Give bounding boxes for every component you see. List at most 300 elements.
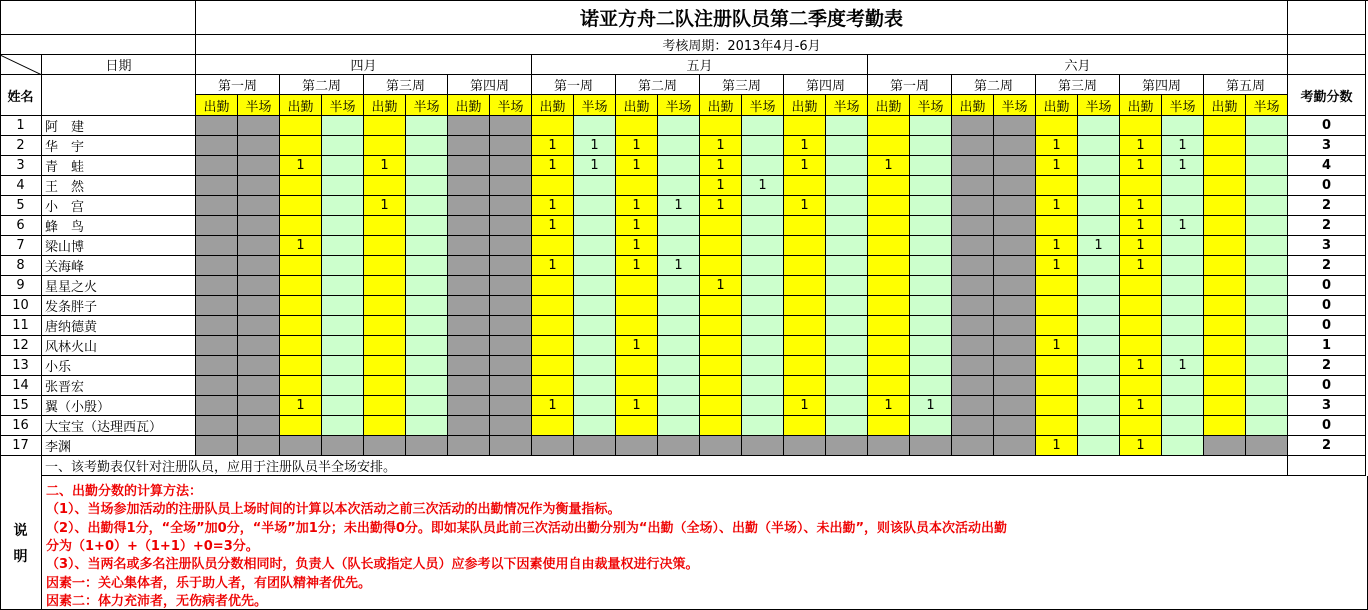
attendance-cell bbox=[490, 316, 532, 336]
attendance-cell bbox=[406, 356, 448, 376]
attendance-cell bbox=[1078, 296, 1120, 316]
row-number: 8 bbox=[0, 256, 42, 276]
attendance-cell bbox=[700, 356, 742, 376]
attendance-cell bbox=[952, 336, 994, 356]
attendance-cell bbox=[1246, 116, 1288, 136]
player-name: 大宝宝（达理西瓦） bbox=[42, 416, 196, 436]
attendance-cell bbox=[1246, 136, 1288, 156]
attendance-cell: 1 bbox=[784, 156, 826, 176]
score-cell: 0 bbox=[1288, 376, 1366, 396]
attendance-cell bbox=[742, 396, 784, 416]
attendance-cell bbox=[658, 296, 700, 316]
attendance-cell bbox=[1078, 396, 1120, 416]
attendance-cell: 1 bbox=[280, 236, 322, 256]
attendance-cell bbox=[952, 436, 994, 456]
player-name: 李渊 bbox=[42, 436, 196, 456]
attendance-cell bbox=[1036, 356, 1078, 376]
notes-right-blank bbox=[1288, 456, 1366, 476]
attendance-cell: 1 bbox=[1036, 136, 1078, 156]
attendance-cell bbox=[532, 416, 574, 436]
player-name: 华 宇 bbox=[42, 136, 196, 156]
player-name: 阿 建 bbox=[42, 116, 196, 136]
attendance-cell bbox=[1204, 296, 1246, 316]
attendance-cell bbox=[826, 256, 868, 276]
attendance-cell bbox=[826, 116, 868, 136]
attendance-cell bbox=[952, 396, 994, 416]
attendance-cell bbox=[322, 356, 364, 376]
attendance-cell bbox=[616, 356, 658, 376]
attendance-cell bbox=[658, 116, 700, 136]
attendance-cell bbox=[280, 136, 322, 156]
attendance-cell bbox=[448, 396, 490, 416]
attendance-cell bbox=[1204, 116, 1246, 136]
attendance-cell bbox=[364, 116, 406, 136]
attendance-cell bbox=[406, 216, 448, 236]
attendance-cell: 1 bbox=[532, 396, 574, 416]
attendance-cell bbox=[616, 436, 658, 456]
attendance-cell bbox=[532, 356, 574, 376]
title-left-blank bbox=[0, 0, 196, 35]
attendance-cell bbox=[826, 156, 868, 176]
period-right-blank bbox=[1288, 35, 1366, 55]
attendance-cell bbox=[196, 176, 238, 196]
attendance-cell bbox=[1036, 296, 1078, 316]
attendance-cell bbox=[742, 436, 784, 456]
attendance-cell bbox=[1078, 376, 1120, 396]
attendance-cell bbox=[238, 176, 280, 196]
row-number: 6 bbox=[0, 216, 42, 236]
attendance-cell: 1 bbox=[616, 156, 658, 176]
row-number: 5 bbox=[0, 196, 42, 216]
attendance-cell bbox=[1036, 116, 1078, 136]
attendance-cell bbox=[280, 216, 322, 236]
attendance-cell bbox=[826, 196, 868, 216]
attendance-cell bbox=[700, 316, 742, 336]
attendance-cell bbox=[1078, 356, 1120, 376]
assessment-period: 考核周期：2013年4月-6月 bbox=[196, 35, 1288, 55]
attendance-cell bbox=[826, 316, 868, 336]
attendance-cell bbox=[1078, 196, 1120, 216]
attendance-cell: 1 bbox=[658, 196, 700, 216]
name-header: 姓名 bbox=[0, 75, 42, 116]
attendance-cell bbox=[406, 296, 448, 316]
attendance-cell bbox=[826, 336, 868, 356]
attendance-cell bbox=[1246, 276, 1288, 296]
attendance-cell bbox=[868, 356, 910, 376]
attendance-cell bbox=[742, 216, 784, 236]
attendance-cell bbox=[490, 416, 532, 436]
attendance-cell bbox=[826, 136, 868, 156]
attendance-cell bbox=[994, 156, 1036, 176]
attendance-cell bbox=[448, 276, 490, 296]
attendance-cell bbox=[826, 376, 868, 396]
attendance-cell bbox=[1036, 396, 1078, 416]
attendance-cell bbox=[406, 416, 448, 436]
half-game-subheader: 半场 bbox=[910, 95, 952, 116]
attendance-cell bbox=[364, 296, 406, 316]
attendance-cell bbox=[490, 236, 532, 256]
attendance-cell bbox=[1162, 396, 1204, 416]
attendance-cell bbox=[994, 136, 1036, 156]
attendance-cell bbox=[784, 416, 826, 436]
attendance-cell bbox=[196, 356, 238, 376]
score-header: 考勤分数 bbox=[1288, 75, 1366, 116]
attendance-cell bbox=[742, 156, 784, 176]
attendance-cell bbox=[994, 276, 1036, 296]
attendance-cell bbox=[238, 356, 280, 376]
attendance-cell bbox=[196, 416, 238, 436]
attendance-cell: 1 bbox=[1120, 396, 1162, 416]
attendance-cell bbox=[280, 256, 322, 276]
attendance-cell bbox=[784, 216, 826, 236]
attendance-cell: 1 bbox=[1120, 216, 1162, 236]
attendance-cell bbox=[1204, 376, 1246, 396]
attendance-cell bbox=[238, 376, 280, 396]
player-name: 王 然 bbox=[42, 176, 196, 196]
calculation-note-line: 二、出勤分数的计算方法： bbox=[46, 484, 203, 499]
attendance-cell: 1 bbox=[784, 396, 826, 416]
attendance-cell bbox=[238, 276, 280, 296]
attendance-cell bbox=[994, 356, 1036, 376]
attendance-cell bbox=[784, 316, 826, 336]
attendance-cell: 1 bbox=[532, 256, 574, 276]
attendance-cell bbox=[994, 176, 1036, 196]
attendance-cell bbox=[406, 316, 448, 336]
attendance-cell: 1 bbox=[1162, 216, 1204, 236]
attendance-cell bbox=[1162, 336, 1204, 356]
attendance-cell bbox=[532, 236, 574, 256]
attendance-cell bbox=[532, 116, 574, 136]
notes-label-top: 说 bbox=[13, 522, 28, 539]
attendance-cell: 1 bbox=[1120, 196, 1162, 216]
half-game-subheader: 半场 bbox=[1162, 95, 1204, 116]
attendance-cell bbox=[574, 376, 616, 396]
attendance-cell: 1 bbox=[574, 136, 616, 156]
attendance-cell bbox=[700, 436, 742, 456]
week-header: 第三周 bbox=[700, 75, 784, 95]
attendance-cell bbox=[322, 376, 364, 396]
sheet-title: 诺亚方舟二队注册队员第二季度考勤表 bbox=[196, 0, 1288, 35]
attendance-cell bbox=[1246, 336, 1288, 356]
score-cell: 3 bbox=[1288, 136, 1366, 156]
attendance-cell bbox=[448, 216, 490, 236]
attendance-cell bbox=[1120, 376, 1162, 396]
attendance-cell bbox=[574, 116, 616, 136]
week-header: 第三周 bbox=[1036, 75, 1120, 95]
month-header: 四月 bbox=[196, 55, 532, 75]
attendance-cell bbox=[658, 276, 700, 296]
attendance-cell bbox=[196, 396, 238, 416]
row-number: 14 bbox=[0, 376, 42, 396]
attendance-cell bbox=[196, 336, 238, 356]
attendance-cell bbox=[994, 116, 1036, 136]
attendance-cell bbox=[406, 276, 448, 296]
attendance-cell bbox=[574, 236, 616, 256]
week-header: 第一周 bbox=[532, 75, 616, 95]
player-name: 张晋宏 bbox=[42, 376, 196, 396]
attendance-cell bbox=[700, 376, 742, 396]
attendance-cell bbox=[238, 196, 280, 216]
attendance-cell: 1 bbox=[1120, 236, 1162, 256]
attendance-cell bbox=[1078, 316, 1120, 336]
half-game-subheader: 半场 bbox=[994, 95, 1036, 116]
attendance-cell bbox=[952, 276, 994, 296]
attendance-cell bbox=[1246, 416, 1288, 436]
score-cell: 0 bbox=[1288, 416, 1366, 436]
attendance-cell bbox=[406, 336, 448, 356]
attendance-cell bbox=[406, 116, 448, 136]
calculation-note-line: （2）、出勤得1分，“全场”加0分，“半场”加1分；未出勤得0分。即如某队员此前三次活动出勤分别为“出勤（全场）、出勤（半场）、未出勤”，则该队员本次活动出勤 bbox=[46, 520, 1007, 536]
score-cell: 0 bbox=[1288, 296, 1366, 316]
attendance-cell bbox=[406, 376, 448, 396]
attendance-cell bbox=[994, 296, 1036, 316]
score-cell: 0 bbox=[1288, 316, 1366, 336]
attendance-cell bbox=[406, 176, 448, 196]
attendance-cell bbox=[196, 376, 238, 396]
week-header: 第四周 bbox=[1120, 75, 1204, 95]
week-header: 第五周 bbox=[1204, 75, 1288, 95]
attendance-cell: 1 bbox=[784, 136, 826, 156]
attendance-cell bbox=[658, 416, 700, 436]
attendance-cell bbox=[364, 136, 406, 156]
attendance-cell bbox=[280, 316, 322, 336]
attendance-cell: 1 bbox=[868, 396, 910, 416]
attendance-cell bbox=[994, 236, 1036, 256]
attendance-cell bbox=[364, 336, 406, 356]
attendance-cell bbox=[700, 416, 742, 436]
attendance-cell bbox=[1246, 176, 1288, 196]
attendance-cell bbox=[364, 316, 406, 336]
player-name: 蜂 鸟 bbox=[42, 216, 196, 236]
row-number: 15 bbox=[0, 396, 42, 416]
attendance-cell bbox=[280, 356, 322, 376]
attendance-cell bbox=[490, 256, 532, 276]
attendance-cell: 1 bbox=[616, 396, 658, 416]
attendance-cell bbox=[490, 156, 532, 176]
row-number: 3 bbox=[0, 156, 42, 176]
attendance-subheader: 出勤 bbox=[784, 95, 826, 116]
week-header: 第三周 bbox=[364, 75, 448, 95]
attendance-cell bbox=[1162, 116, 1204, 136]
attendance-cell: 1 bbox=[700, 156, 742, 176]
attendance-subheader: 出勤 bbox=[196, 95, 238, 116]
attendance-cell bbox=[490, 116, 532, 136]
attendance-cell bbox=[322, 256, 364, 276]
attendance-subheader: 出勤 bbox=[952, 95, 994, 116]
attendance-cell bbox=[322, 216, 364, 236]
attendance-cell bbox=[994, 316, 1036, 336]
attendance-cell: 1 bbox=[700, 136, 742, 156]
attendance-cell bbox=[616, 276, 658, 296]
attendance-cell bbox=[952, 236, 994, 256]
notes-line-1: 一、该考勤表仅针对注册队员，应用于注册队员半全场安排。 bbox=[42, 456, 1288, 476]
attendance-cell bbox=[406, 396, 448, 416]
attendance-cell bbox=[280, 376, 322, 396]
attendance-cell bbox=[1162, 196, 1204, 216]
score-cell: 2 bbox=[1288, 216, 1366, 236]
attendance-cell bbox=[490, 176, 532, 196]
player-name: 唐纳德黄 bbox=[42, 316, 196, 336]
attendance-cell bbox=[322, 436, 364, 456]
attendance-subheader: 出勤 bbox=[280, 95, 322, 116]
attendance-cell bbox=[196, 296, 238, 316]
attendance-cell bbox=[658, 376, 700, 396]
attendance-cell bbox=[322, 196, 364, 216]
attendance-cell bbox=[238, 416, 280, 436]
attendance-cell bbox=[448, 356, 490, 376]
attendance-cell bbox=[574, 196, 616, 216]
attendance-cell bbox=[406, 156, 448, 176]
row-number: 16 bbox=[0, 416, 42, 436]
attendance-cell bbox=[1162, 176, 1204, 196]
attendance-cell bbox=[910, 416, 952, 436]
attendance-subheader: 出勤 bbox=[1036, 95, 1078, 116]
attendance-cell bbox=[1246, 256, 1288, 276]
attendance-cell bbox=[364, 416, 406, 436]
attendance-cell bbox=[1078, 136, 1120, 156]
attendance-cell bbox=[658, 396, 700, 416]
attendance-subheader: 出勤 bbox=[364, 95, 406, 116]
attendance-cell bbox=[742, 196, 784, 216]
week-header: 第二周 bbox=[616, 75, 700, 95]
attendance-cell bbox=[1204, 136, 1246, 156]
attendance-cell: 1 bbox=[616, 216, 658, 236]
attendance-cell bbox=[1246, 396, 1288, 416]
attendance-cell bbox=[868, 416, 910, 436]
attendance-cell bbox=[364, 436, 406, 456]
attendance-cell bbox=[532, 276, 574, 296]
date-header: 日期 bbox=[42, 55, 196, 75]
attendance-cell bbox=[448, 316, 490, 336]
attendance-cell: 1 bbox=[742, 176, 784, 196]
attendance-cell bbox=[700, 336, 742, 356]
attendance-cell: 1 bbox=[616, 196, 658, 216]
attendance-cell: 1 bbox=[616, 256, 658, 276]
attendance-cell bbox=[448, 256, 490, 276]
attendance-cell bbox=[1246, 196, 1288, 216]
attendance-cell: 1 bbox=[1036, 436, 1078, 456]
attendance-cell bbox=[994, 396, 1036, 416]
attendance-cell bbox=[868, 256, 910, 276]
attendance-cell bbox=[1246, 216, 1288, 236]
score-cell: 2 bbox=[1288, 256, 1366, 276]
attendance-cell bbox=[1204, 156, 1246, 176]
attendance-cell: 1 bbox=[784, 196, 826, 216]
score-cell: 2 bbox=[1288, 356, 1366, 376]
attendance-cell: 1 bbox=[532, 216, 574, 236]
attendance-cell bbox=[238, 216, 280, 236]
attendance-cell bbox=[826, 296, 868, 316]
half-game-subheader: 半场 bbox=[826, 95, 868, 116]
attendance-cell bbox=[196, 316, 238, 336]
attendance-cell bbox=[322, 116, 364, 136]
attendance-cell bbox=[238, 116, 280, 136]
attendance-cell bbox=[1204, 416, 1246, 436]
attendance-cell bbox=[1036, 376, 1078, 396]
attendance-cell bbox=[910, 376, 952, 396]
attendance-cell bbox=[1204, 176, 1246, 196]
attendance-cell bbox=[910, 336, 952, 356]
attendance-cell bbox=[406, 136, 448, 156]
attendance-cell bbox=[868, 436, 910, 456]
attendance-cell bbox=[196, 196, 238, 216]
row-number: 12 bbox=[0, 336, 42, 356]
attendance-cell bbox=[574, 356, 616, 376]
attendance-cell: 1 bbox=[700, 176, 742, 196]
attendance-cell bbox=[1162, 276, 1204, 296]
attendance-cell bbox=[448, 136, 490, 156]
attendance-cell bbox=[574, 296, 616, 316]
attendance-cell: 1 bbox=[280, 396, 322, 416]
attendance-cell bbox=[280, 296, 322, 316]
attendance-cell: 1 bbox=[364, 196, 406, 216]
attendance-cell bbox=[238, 236, 280, 256]
attendance-cell bbox=[910, 116, 952, 136]
attendance-cell bbox=[238, 136, 280, 156]
attendance-cell bbox=[742, 116, 784, 136]
attendance-cell bbox=[532, 316, 574, 336]
attendance-cell bbox=[196, 136, 238, 156]
attendance-cell bbox=[574, 316, 616, 336]
score-cell: 3 bbox=[1288, 236, 1366, 256]
attendance-cell bbox=[490, 396, 532, 416]
attendance-cell bbox=[1120, 116, 1162, 136]
attendance-cell bbox=[532, 176, 574, 196]
attendance-cell bbox=[658, 436, 700, 456]
corner-diagonal bbox=[0, 55, 42, 75]
attendance-cell bbox=[784, 436, 826, 456]
player-name: 翼（小殷） bbox=[42, 396, 196, 416]
attendance-cell bbox=[574, 416, 616, 436]
attendance-cell bbox=[1162, 376, 1204, 396]
half-game-subheader: 半场 bbox=[238, 95, 280, 116]
player-name: 青 蛙 bbox=[42, 156, 196, 176]
attendance-cell bbox=[784, 376, 826, 396]
attendance-cell bbox=[196, 436, 238, 456]
attendance-cell bbox=[1078, 416, 1120, 436]
attendance-cell bbox=[196, 216, 238, 236]
player-name: 梁山博 bbox=[42, 236, 196, 256]
half-game-subheader: 半场 bbox=[658, 95, 700, 116]
attendance-cell bbox=[322, 156, 364, 176]
attendance-cell bbox=[1078, 176, 1120, 196]
attendance-cell bbox=[826, 436, 868, 456]
attendance-cell bbox=[364, 376, 406, 396]
attendance-cell: 1 bbox=[574, 156, 616, 176]
attendance-cell bbox=[364, 256, 406, 276]
attendance-cell bbox=[658, 356, 700, 376]
attendance-cell bbox=[784, 336, 826, 356]
month-header: 六月 bbox=[868, 55, 1288, 75]
attendance-cell bbox=[658, 316, 700, 336]
attendance-cell bbox=[1036, 416, 1078, 436]
attendance-cell bbox=[238, 336, 280, 356]
attendance-cell bbox=[448, 296, 490, 316]
attendance-cell bbox=[868, 196, 910, 216]
attendance-cell bbox=[1036, 216, 1078, 236]
attendance-cell bbox=[1036, 276, 1078, 296]
attendance-cell bbox=[742, 276, 784, 296]
attendance-cell bbox=[742, 316, 784, 336]
attendance-cell: 1 bbox=[700, 196, 742, 216]
attendance-cell bbox=[826, 356, 868, 376]
player-name: 风林火山 bbox=[42, 336, 196, 356]
attendance-cell bbox=[322, 136, 364, 156]
row-number: 10 bbox=[0, 296, 42, 316]
half-game-subheader: 半场 bbox=[1078, 95, 1120, 116]
score-cell: 2 bbox=[1288, 196, 1366, 216]
attendance-cell bbox=[784, 236, 826, 256]
